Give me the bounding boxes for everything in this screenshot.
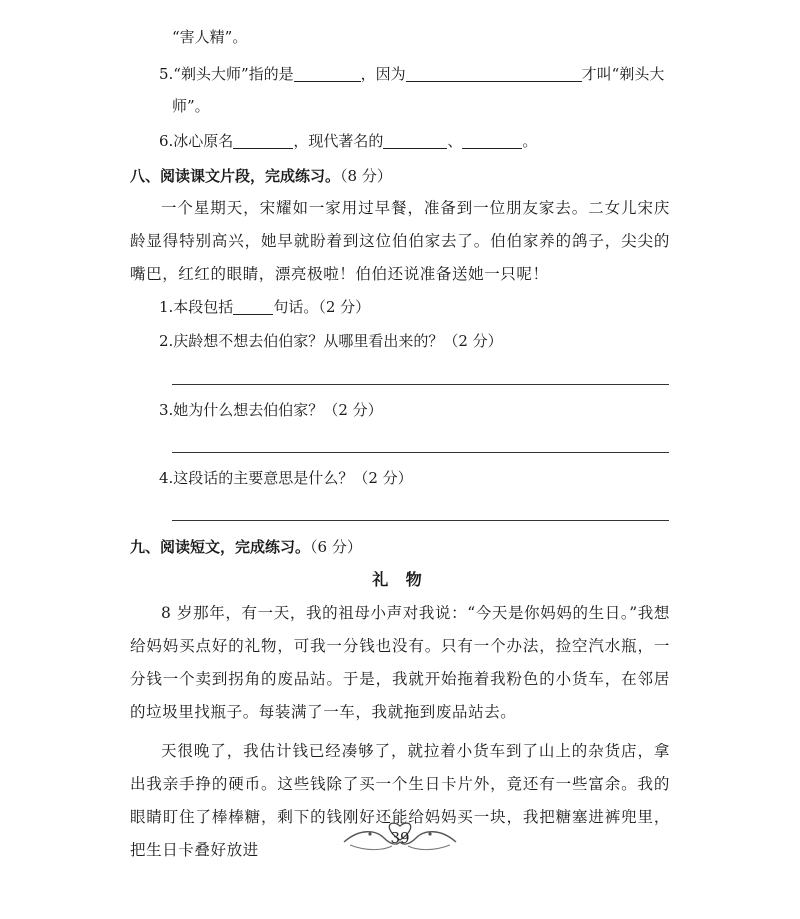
s8-q2: 2.庆龄想不想去伯伯家？从哪里看出来的？（2 分） — [159, 332, 503, 350]
q6-blank-2[interactable] — [383, 132, 447, 149]
q5-blank-2[interactable] — [406, 65, 582, 82]
q5-text-b: ，因为 — [360, 65, 406, 83]
q6-end: 。 — [522, 132, 538, 150]
story-paragraph-1: 8 岁那年，有一天，我的祖母小声对我说：“今天是你妈妈的生日。”我想给妈妈买点好的礼物，可我一分钱也没有。只有一个办法，捡空汽水瓶，一分钱一个卖到拐角的废品站。于是，我就开始拖着我粉色的小货车，在邻居的垃圾里找瓶子。每装满了一车，我就拖到废品站去。 — [130, 604, 670, 721]
q7-item-6 — [159, 131, 537, 151]
s8-q3-answer-line[interactable] — [172, 452, 669, 453]
q7-continuation: “害人精”。 — [172, 28, 248, 46]
page-number: 39 — [390, 829, 410, 847]
section-8-points: （8 分） — [340, 167, 392, 185]
q5-blank-1[interactable] — [294, 65, 361, 82]
section-8-title: 八、阅读课文片段，完成练习。 — [130, 167, 341, 185]
q5-text-c: 才叫“剃头大 — [581, 65, 665, 83]
s8-q1-text-b: 句话。（2 分） — [273, 298, 371, 316]
q6-text-b: ，现代著名的 — [293, 132, 384, 150]
s8-q1-blank[interactable] — [233, 298, 273, 315]
s8-q4: 4.这段话的主要意思是什么？（2 分） — [159, 469, 413, 487]
q5-continuation: 师”。 — [172, 97, 210, 115]
q5-text-a: 5.“剃头大师”指的是 — [159, 65, 294, 83]
section-9-title: 九、阅读短文，完成练习。 — [130, 538, 311, 556]
q6-blank-3[interactable] — [462, 132, 522, 149]
section-9-heading — [130, 537, 362, 557]
section-9-points: （6 分） — [310, 538, 362, 556]
s8-q3: 3.她为什么想去伯伯家？（2 分） — [159, 401, 383, 419]
q6-text-a: 6.冰心原名 — [159, 132, 234, 150]
s8-q1 — [159, 297, 370, 317]
story-paragraph-2: 天很晚了，我估计钱已经凑够了，就拉着小货车到了山上的杂货店，拿出我亲手挣的硬币。这些钱除了买一个生日卡片外，竟还有一些富余。我的眼睛盯住了棒棒糖，剩下的钱刚好还能给妈妈买一块，我把糖塞进裤兜里，把生日卡叠好放进 — [130, 742, 670, 859]
s8-q2-answer-line[interactable] — [172, 384, 669, 385]
page-footer — [340, 818, 460, 868]
q6-sep: 、 — [447, 132, 463, 150]
s8-q1-text-a: 1.本段包括 — [159, 298, 234, 316]
q7-item-5 — [159, 64, 664, 84]
q6-blank-1[interactable] — [233, 132, 293, 149]
s8-q4-answer-line[interactable] — [172, 520, 669, 521]
story-title: 礼 物 — [372, 570, 428, 589]
section-8-heading — [130, 166, 392, 186]
section-8-passage: 一个星期天，宋耀如一家用过早餐，准备到一位朋友家去。二女儿宋庆龄显得特别高兴，她早就盼着到这位伯伯家去了。伯伯家养的鸽子，尖尖的嘴巴，红红的眼睛，漂亮极啦！伯伯还说准备送她一只呢！ — [130, 199, 670, 283]
